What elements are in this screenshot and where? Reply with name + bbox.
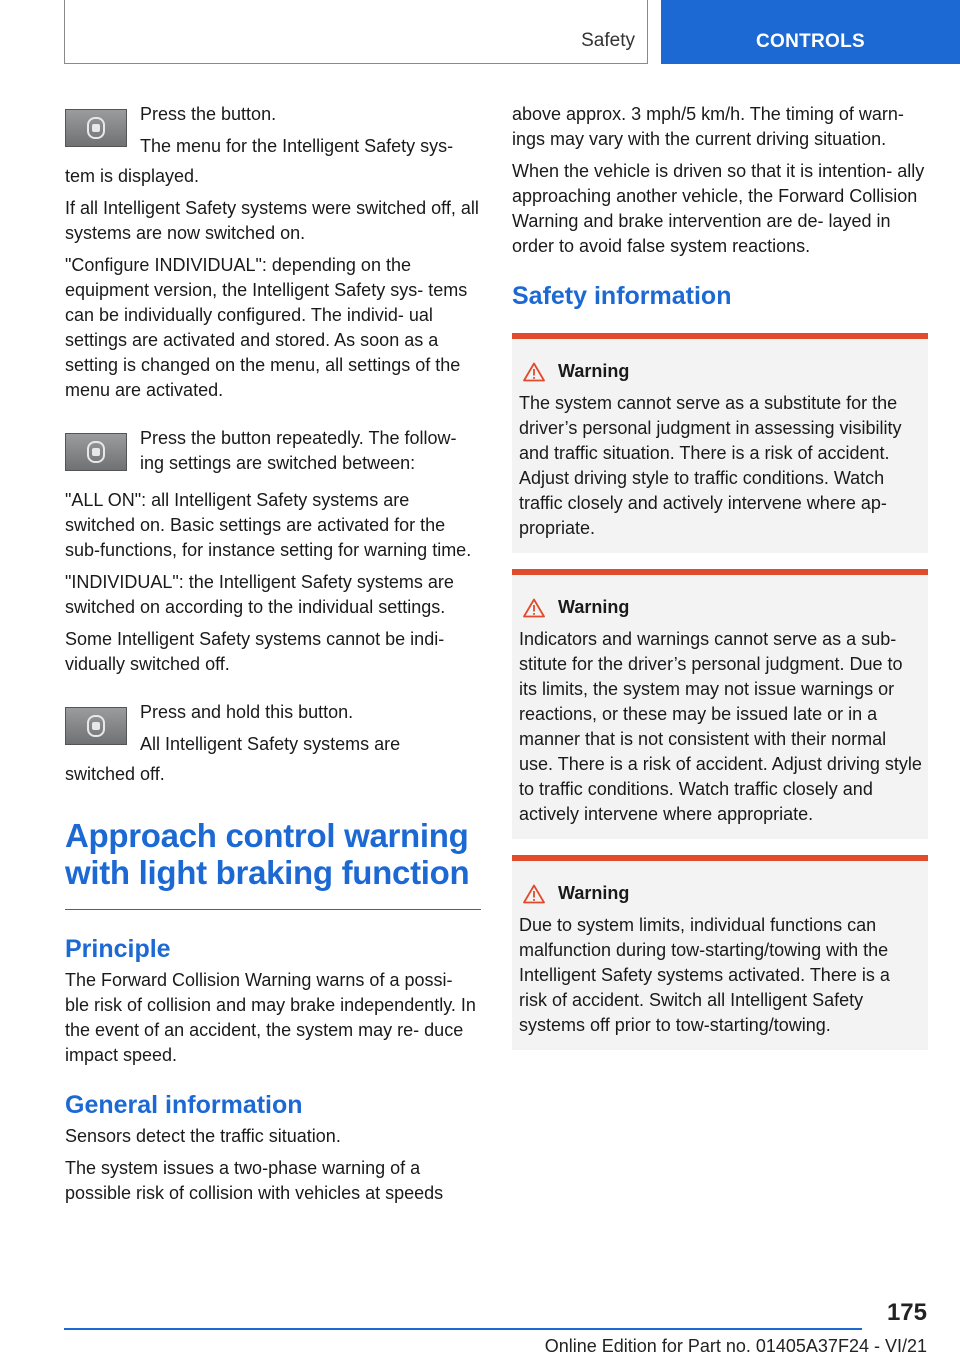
footer-edition: Online Edition for Part no. 01405A37F24 - VI/21 — [544, 1336, 927, 1356]
warning-triangle-icon — [523, 884, 545, 904]
safety-button-icon — [65, 707, 127, 745]
section-heading: Approach control warning with light braking function — [65, 817, 481, 910]
paragraph: When the vehicle is driven so that it is intention‐ ally approaching another vehicle, the Forward Collision Warning and brake intervention are de‐ layed in order to avoid false system reactions. — [512, 161, 925, 256]
btn3-line1: Press and hold this button. — [140, 702, 354, 722]
paragraph: Sensors detect the traffic situation. — [65, 1126, 341, 1146]
left-column — [65, 102, 481, 1213]
paragraph: "INDIVIDUAL": the Intelligent Safety systems are switched on according to the individual settings. — [65, 572, 454, 617]
warning-box — [512, 569, 928, 839]
page-number: 175 — [886, 1299, 927, 1326]
warning-title: Warning — [558, 597, 630, 617]
btn1-continuation: tem is displayed. — [65, 166, 200, 186]
subheading-safety-information: Safety information — [512, 282, 732, 310]
paragraph: above approx. 3 mph/5 km/h. The timing of warn‐ ings may vary with the current driving situation. — [512, 104, 904, 149]
subheading-principle: Principle — [65, 935, 171, 963]
paragraph: If all Intelligent Safety systems were switched off, all systems are now switched on. — [65, 198, 479, 243]
warning-title: Warning — [558, 361, 630, 381]
warning-box — [512, 333, 928, 553]
warning-box — [512, 855, 928, 1050]
button-instruction-1 — [65, 102, 481, 164]
paragraph: "ALL ON": all Intelligent Safety systems are switched on. Basic settings are activated for the sub-functions, for instance setting for warning time. — [65, 490, 472, 560]
btn3-line2: All Intelligent Safety systems are — [140, 734, 401, 754]
btn1-line2: The menu for the Intelligent Safety sys‐ — [140, 136, 454, 156]
right-column — [512, 102, 928, 1066]
safety-button-icon — [65, 109, 127, 147]
warning-title: Warning — [558, 883, 630, 903]
paragraph: The Forward Collision Warning warns of a possi‐ ble risk of collision and may brake independently. In the event of an accident, the system may re‐ duce impact speed. — [65, 970, 476, 1065]
btn1-line1: Press the button. — [140, 104, 277, 124]
paragraph: The system issues a two-phase warning of a possible risk of collision with vehicles at speeds — [65, 1158, 444, 1203]
safety-button-icon — [65, 433, 127, 471]
header-section-title: Safety — [581, 30, 635, 51]
button-instruction-2 — [65, 426, 481, 488]
header-tab-controls[interactable]: CONTROLS — [661, 0, 960, 64]
warning-text: Indicators and warnings cannot serve as a sub‐ stitute for the driver’s personal judgment. Due to its limits, the system may not issue warnings or reactions, or these may be issued late or in a manner that is not consistent with their normal use. There is a risk of accident. Adjust driving style to traffic conditions. Watch traffic closely and actively intervene where appropriate. — [519, 629, 922, 824]
warning-triangle-icon — [523, 598, 545, 618]
paragraph: "Configure INDIVIDUAL": depending on the equipment version, the Intelligent Safety sys‐ tems can be individually configured. The individ‐ ual settings are activated and stored. As soon as a setting is changed on the menu, all settings of the menu are activated. — [65, 255, 468, 400]
paragraph: Some Intelligent Safety systems cannot be indi‐ vidually switched off. — [65, 629, 445, 674]
btn2-text: Press the button repeatedly. The follow‐ ing settings are switched between: — [140, 428, 457, 473]
subheading-general-information: General information — [65, 1091, 303, 1119]
btn3-continuation: switched off. — [65, 764, 165, 784]
warning-text: The system cannot serve as a substitute for the driver’s personal judgment in assessing visibility and traffic situation. There is a risk of accident. Adjust driving style to traffic conditions. Watch traffic closely and actively intervene where ap‐ propriate. — [519, 393, 902, 538]
header-box — [64, 0, 648, 64]
warning-triangle-icon — [523, 362, 545, 382]
warning-text: Due to system limits, individual functions can malfunction during tow-starting/towing with the Intelligent Safety systems activated. There is a risk of accident. Switch all Intelligent Safety systems off prior to tow-starting/towing. — [519, 915, 890, 1035]
footer-divider — [64, 1328, 862, 1330]
button-instruction-3 — [65, 700, 481, 762]
